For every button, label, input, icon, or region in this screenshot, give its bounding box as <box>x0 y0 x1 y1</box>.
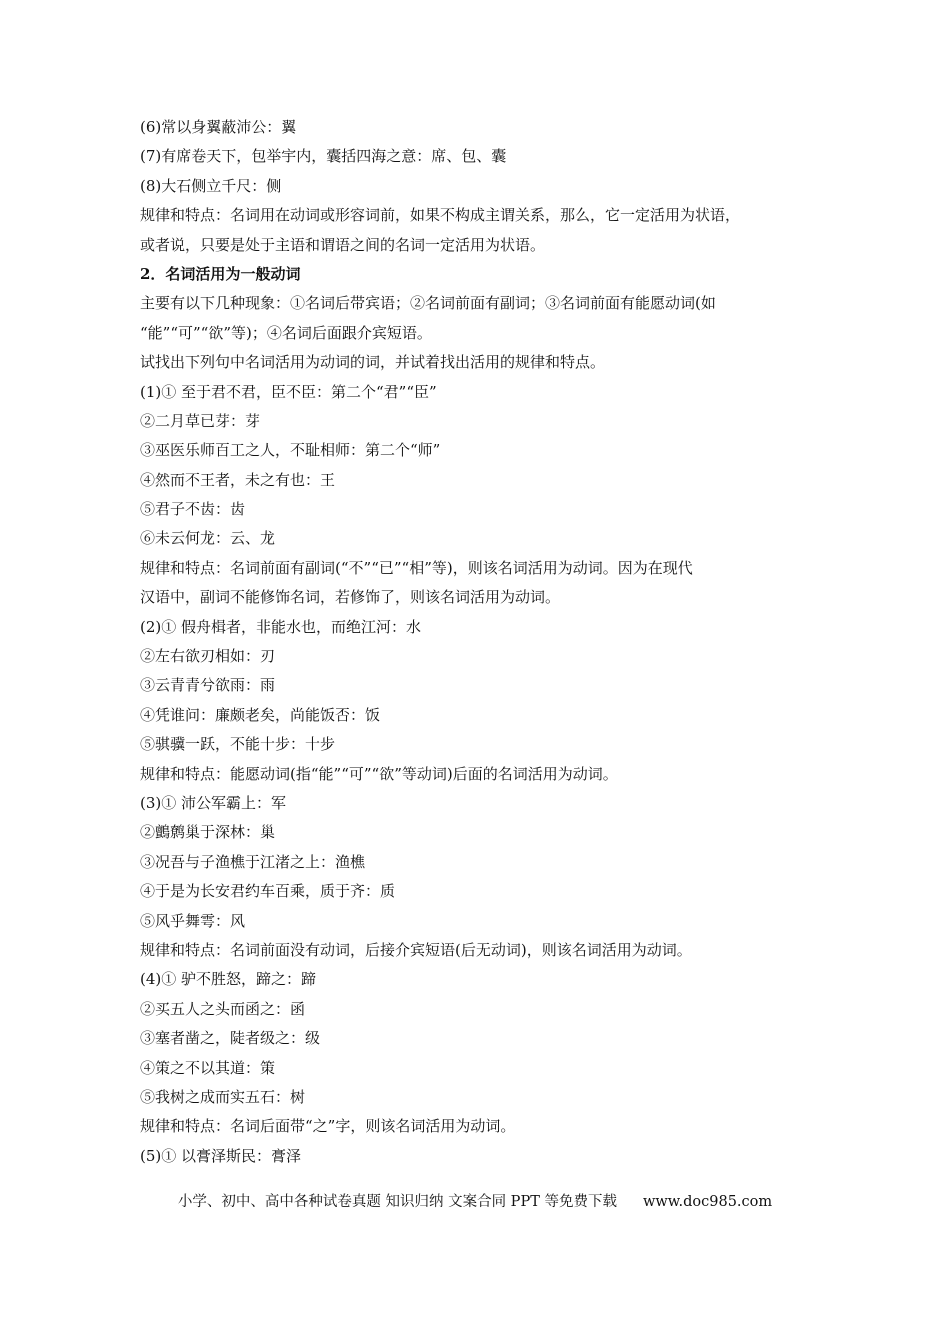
text-line: ②左右欲刃相如：刃 <box>140 647 276 666</box>
footer-text: 小学、初中、高中各种试卷真题 知识归纳 文案合同 PPT 等免费下载 <box>177 1194 617 1210</box>
text-line: ③况吾与子渔樵于江渚之上：渔樵 <box>140 852 366 871</box>
text-line: ③巫医乐师百工之人，不耻相师：第二个“师” <box>140 441 441 460</box>
text-line: (2)① 假舟楫者，非能水也，而绝江河：水 <box>140 617 422 636</box>
text-line: ②二月草已芽：芽 <box>140 411 261 430</box>
footer-site-link[interactable]: www.doc985.com <box>642 1194 773 1210</box>
text-line: ③塞者凿之，陡者级之：级 <box>140 1029 321 1048</box>
document-body <box>140 113 820 1171</box>
text-line: ⑤骐骥一跃，不能十步：十步 <box>140 735 336 754</box>
text-line: (3)① 沛公军霸上：军 <box>140 793 287 812</box>
page-footer <box>0 1190 950 1211</box>
text-line: (4)① 驴不胜怒，蹄之：蹄 <box>140 970 317 989</box>
text-line: ④然而不王者，未之有也：王 <box>140 470 336 489</box>
rule-text: 或者说，只要是处于主语和谓语之间的名词一定活用为状语。 <box>140 235 546 254</box>
text-line: 试找出下列句中名词活用为动词的词，并试着找出活用的规律和特点。 <box>140 353 606 372</box>
rule-text: 规律和特点：名词前面没有动词，后接介宾短语(后无动词)，则该名词活用为动词。 <box>140 940 692 959</box>
text-line: (6)常以身翼蔽沛公：翼 <box>140 118 297 136</box>
text-line: ②鸇鹩巢于深林：巢 <box>140 823 276 842</box>
rule-text: 规律和特点：能愿动词(指“能”“可”“欲”等动词)后面的名词活用为动词。 <box>140 764 618 783</box>
rule-text: 规律和特点：名词用在动词或形容词前，如果不构成主谓关系，那么，它一定活用为状语， <box>140 206 741 225</box>
text-line: 主要有以下几种现象：①名词后带宾语；②名词前面有副词；③名词前面有能愿动词(如 <box>140 294 716 313</box>
text-line: (5)① 以膏泽斯民：膏泽 <box>140 1146 302 1165</box>
text-line: (7)有席卷天下，包举宇内，囊括四海之意：席、包、囊 <box>140 147 507 166</box>
text-line: ②买五人之头而函之：函 <box>140 999 306 1018</box>
text-line: ⑤君子不齿：齿 <box>140 500 246 519</box>
text-line: ⑤我树之成而实五石：树 <box>140 1087 306 1106</box>
rule-text: 规律和特点：名词前面有副词(“不”“已”“相”等)，则该名词活用为动词。因为在现代 <box>140 558 693 577</box>
text-line: ④凭谁问：廉颇老矣，尚能饭否：饭 <box>140 705 381 724</box>
text-line: ⑥未云何龙：云、龙 <box>140 529 276 548</box>
text-line: “能”“可”“欲”等)；④名词后面跟介宾短语。 <box>140 323 432 342</box>
text-line: (1)① 至于君不君，臣不臣：第二个“君”“臣” <box>140 382 437 401</box>
text-line: ④于是为长安君约车百乘，质于齐：质 <box>140 882 396 901</box>
rule-text: 汉语中，副词不能修饰名词，若修饰了，则该名词活用为动词。 <box>140 588 561 607</box>
text-line: ⑤风乎舞雩：风 <box>140 911 246 930</box>
text-line: ④策之不以其道：策 <box>140 1058 276 1077</box>
text-line: (8)大石侧立千尺：侧 <box>140 176 282 195</box>
section-heading: 2．名词活用为一般动词 <box>140 264 301 283</box>
rule-text: 规律和特点：名词后面带“之”字，则该名词活用为动词。 <box>140 1117 516 1136</box>
text-line: ③云青青兮欲雨：雨 <box>140 676 276 695</box>
